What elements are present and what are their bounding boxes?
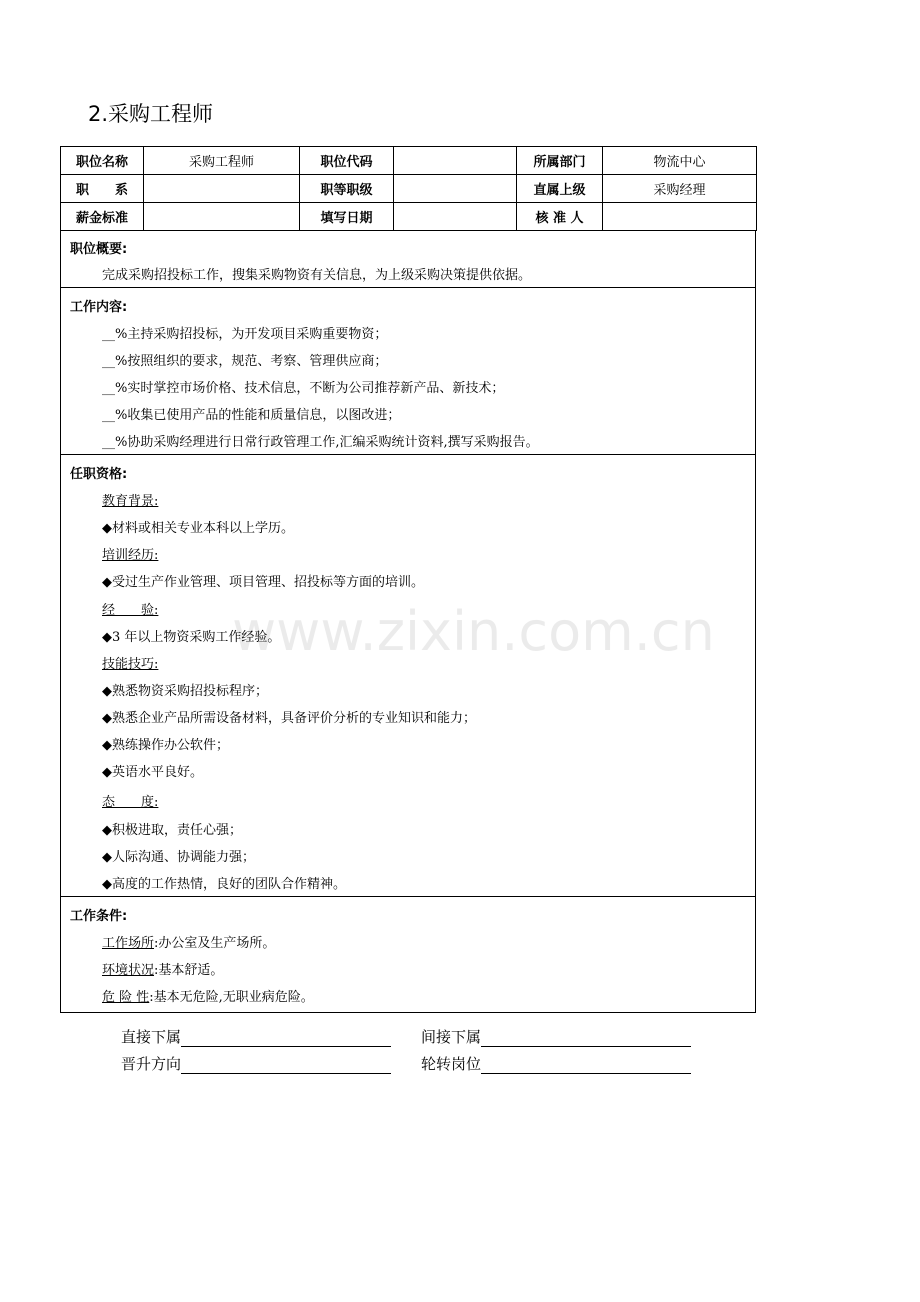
list-item: ◆积极进取，责任心强； bbox=[102, 823, 242, 838]
summary-text: 完成采购招投标工作，搜集采购物资有关信息，为上级采购决策提供依据。 bbox=[102, 268, 532, 283]
department-label: 所属部门 bbox=[517, 147, 603, 175]
conditions-title: 工作条件: bbox=[70, 909, 128, 924]
list-item: __%主持采购招投标，为开发项目采购重要物资； bbox=[102, 327, 388, 342]
fill-date-value bbox=[394, 203, 517, 231]
workplace-value: :办公室及生产场所。 bbox=[154, 936, 276, 951]
grade-label: 职等职级 bbox=[300, 175, 394, 203]
list-item: ◆英语水平良好。 bbox=[102, 765, 203, 780]
job-info-table bbox=[60, 146, 757, 231]
promotion-field bbox=[121, 1053, 391, 1074]
workplace-row bbox=[102, 932, 275, 951]
list-item: __%按照组织的要求，规范、考察、管理供应商； bbox=[102, 354, 388, 369]
approver-label: 核 准 人 bbox=[517, 203, 603, 231]
rotation-label: 轮转岗位 bbox=[421, 1055, 482, 1073]
supervisor-value: 采购经理 bbox=[603, 175, 757, 203]
attitude-label: 态 度: bbox=[102, 795, 159, 810]
page-title: 2.采购工程师 bbox=[88, 102, 214, 126]
list-item: __%实时掌控市场价格、技术信息，不断为公司推荐新产品、新技术； bbox=[102, 381, 505, 396]
salary-label: 薪金标准 bbox=[61, 203, 144, 231]
position-code-label: 职位代码 bbox=[300, 147, 394, 175]
list-item: ◆熟练操作办公软件； bbox=[102, 738, 229, 753]
qualifications-section bbox=[60, 455, 756, 897]
job-family-value bbox=[144, 175, 300, 203]
position-name-label: 职位名称 bbox=[61, 147, 144, 175]
skills-label: 技能技巧: bbox=[102, 657, 159, 672]
environment-row bbox=[102, 959, 223, 978]
experience-label: 经 验: bbox=[102, 603, 159, 618]
risk-row bbox=[102, 986, 314, 1005]
rotation-field bbox=[421, 1053, 691, 1074]
direct-reports-field bbox=[121, 1026, 391, 1047]
grade-value bbox=[394, 175, 517, 203]
direct-reports-blank[interactable] bbox=[181, 1031, 391, 1047]
duties-title: 工作内容: bbox=[70, 300, 128, 315]
promotion-blank[interactable] bbox=[181, 1058, 391, 1074]
list-item: ◆熟悉企业产品所需设备材料，具备评价分析的专业知识和能力； bbox=[102, 711, 476, 726]
conditions-section bbox=[60, 897, 756, 1013]
risk-label: 危 险 性 bbox=[102, 990, 150, 1005]
summary-title: 职位概要: bbox=[70, 242, 128, 257]
salary-value bbox=[144, 203, 300, 231]
job-family-label: 职 系 bbox=[61, 175, 144, 203]
position-code-value bbox=[394, 147, 517, 175]
qualifications-title: 任职资格: bbox=[70, 467, 128, 482]
indirect-reports-label: 间接下属 bbox=[421, 1028, 482, 1046]
experience-text: ◆3 年以上物资采购工作经验。 bbox=[102, 630, 281, 645]
table-row bbox=[61, 147, 757, 175]
department-value: 物流中心 bbox=[603, 147, 757, 175]
table-row bbox=[61, 175, 757, 203]
summary-section bbox=[60, 230, 756, 288]
training-label: 培训经历: bbox=[102, 548, 159, 563]
supervisor-label: 直属上级 bbox=[517, 175, 603, 203]
list-item: ◆人际沟通、协调能力强； bbox=[102, 850, 255, 865]
fill-date-label: 填写日期 bbox=[300, 203, 394, 231]
list-item: ◆熟悉物资采购招投标程序； bbox=[102, 684, 268, 699]
list-item: __%收集已使用产品的性能和质量信息，以图改进； bbox=[102, 408, 401, 423]
duties-section bbox=[60, 288, 756, 455]
approver-value bbox=[603, 203, 757, 231]
indirect-reports-field bbox=[421, 1026, 691, 1047]
environment-value: :基本舒适。 bbox=[154, 963, 224, 978]
list-item: __%协助采购经理进行日常行政管理工作,汇编采购统计资料,撰写采购报告。 bbox=[102, 435, 539, 450]
education-label: 教育背景: bbox=[102, 494, 159, 509]
training-text: ◆受过生产作业管理、项目管理、招投标等方面的培训。 bbox=[102, 575, 424, 590]
education-text: ◆材料或相关专业本科以上学历。 bbox=[102, 521, 294, 536]
workplace-label: 工作场所 bbox=[102, 936, 155, 951]
watermark: www.zixin.com.cn bbox=[232, 600, 715, 663]
direct-reports-label: 直接下属 bbox=[121, 1028, 182, 1046]
rotation-blank[interactable] bbox=[481, 1058, 691, 1074]
environment-label: 环境状况 bbox=[102, 963, 155, 978]
table-row bbox=[61, 203, 757, 231]
risk-value: :基本无危险,无职业病危险。 bbox=[149, 990, 314, 1005]
position-name-value: 采购工程师 bbox=[144, 147, 300, 175]
list-item: ◆高度的工作热情，良好的团队合作精神。 bbox=[102, 877, 346, 892]
indirect-reports-blank[interactable] bbox=[481, 1031, 691, 1047]
promotion-label: 晋升方向 bbox=[121, 1055, 182, 1073]
